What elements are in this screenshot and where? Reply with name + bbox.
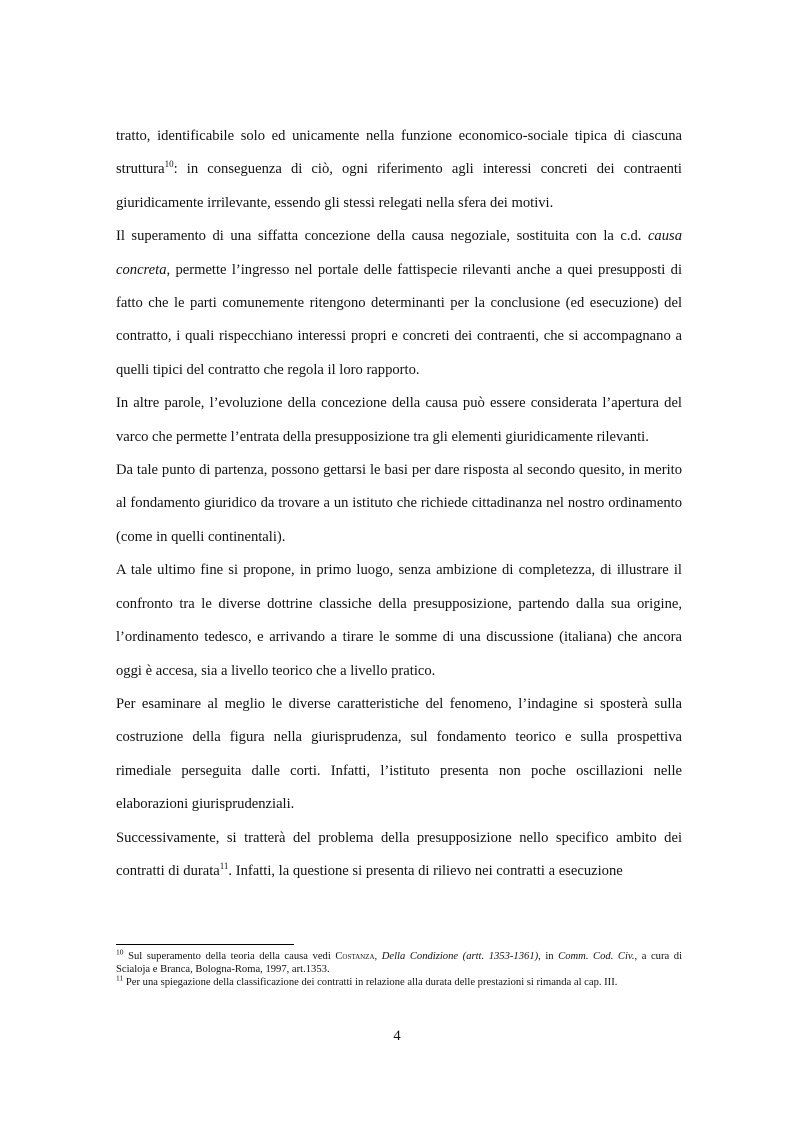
italic-text: Comm. Cod. Civ.: [558, 951, 635, 962]
paragraph: [116, 220, 682, 387]
footnote-ref: 11: [219, 861, 229, 872]
body-text: [116, 120, 682, 888]
text-run: Il superamento di una siffatta concezione della causa negoziale, sostituita con la c.d.: [116, 228, 648, 245]
text-run: : in conseguenza di ciò, ogni riferimento agli interessi concreti dei contraenti giuridicamente irrilevante, essendo gli stessi relegati nella sfera dei motivi.: [116, 161, 682, 211]
text-run: . Infatti, la questione si presenta di rilievo nei contratti a esecuzione: [228, 862, 623, 879]
paragraph: [116, 454, 682, 554]
text-run: Per una spiegazione della classificazione dei contratti in relazione alla durata delle prestazioni si rimanda al cap. III.: [123, 977, 618, 989]
footnote: [116, 947, 683, 976]
footnote-ref: 11: [116, 973, 124, 983]
footnote-ref: 10: [116, 947, 124, 957]
page-number: 4: [393, 1028, 401, 1044]
paragraph: [116, 822, 682, 889]
text-run: A tale ultimo fine si propone, in primo luogo, senza ambizione di completezza, di illustrare il confronto tra le diverse dottrine classiche della presupposizione, partendo dalla sua origine, l’ordinamento tedesco, e arrivando a tirare le somme di una discussione (italiana) che ancora oggi è accesa, sia a livello teorico che a livello pratico.: [116, 562, 682, 679]
footnotes: [116, 944, 682, 990]
text-run: tratto, identificabile solo ed unicamente nella funzione economico-sociale tipica di ciascuna struttura: [116, 128, 682, 178]
paragraph: [116, 554, 682, 688]
text-run: , permette l’ingresso nel portale delle fattispecie rilevanti anche a quei presupposti di fatto che le parti comunemente ritengono determinanti per la conclusione (ed esecuzione) del contratto, i quali rispecchiano interessi propri e concreti dei contraenti, che si accompagnano a quelli tipici del contratto che regola il loro rapporto.: [116, 261, 682, 378]
paragraph: [116, 387, 682, 454]
text-run: Successivamente, si tratterà del problema della presupposizione nello specifico ambito dei contratti di durata: [116, 829, 682, 879]
paragraph: [116, 688, 682, 822]
text-run: ,: [374, 951, 382, 962]
text-run: Da tale punto di partenza, possono gettarsi le basi per dare risposta al secondo quesito, in merito al fondamento giuridico da trovare a un istituto che richiede cittadinanza nel nostro ordinamento (come in quelli continentali).: [116, 462, 682, 545]
italic-text: Della Condizione (artt. 1353-1361): [381, 951, 539, 962]
footnote-ref: 10: [164, 159, 174, 170]
text-run: Sul superamento della teoria della causa vedi: [123, 951, 336, 962]
author-name: Costanza: [335, 951, 375, 962]
footnote: [116, 973, 682, 989]
paragraph: [116, 120, 682, 220]
footnote-list: [116, 947, 683, 990]
text-run: , in: [538, 951, 559, 962]
text-run: Per esaminare al meglio le diverse caratteristiche del fenomeno, l’indagine si sposterà sulla costruzione della figura nella giurisprudenza, sul fondamento teorico e sulla prospettiva rimediale perseguita dalle corti. Infatti, l’istituto presenta non poche oscillazioni nelle elaborazioni giurisprudenziali.: [116, 695, 682, 813]
text-run: , a cura di Scialoja e Branca, Bologna-Roma, 1997, art.1353.: [116, 951, 683, 976]
italic-text: causa concreta: [116, 228, 682, 278]
text-run: In altre parole, l’evoluzione della concezione della causa può essere considerata l’apertura del varco che permette l’entrata della presupposizione tra gli elementi giuridicamente rilevanti.: [116, 395, 682, 445]
footnote-rule: [116, 944, 294, 945]
